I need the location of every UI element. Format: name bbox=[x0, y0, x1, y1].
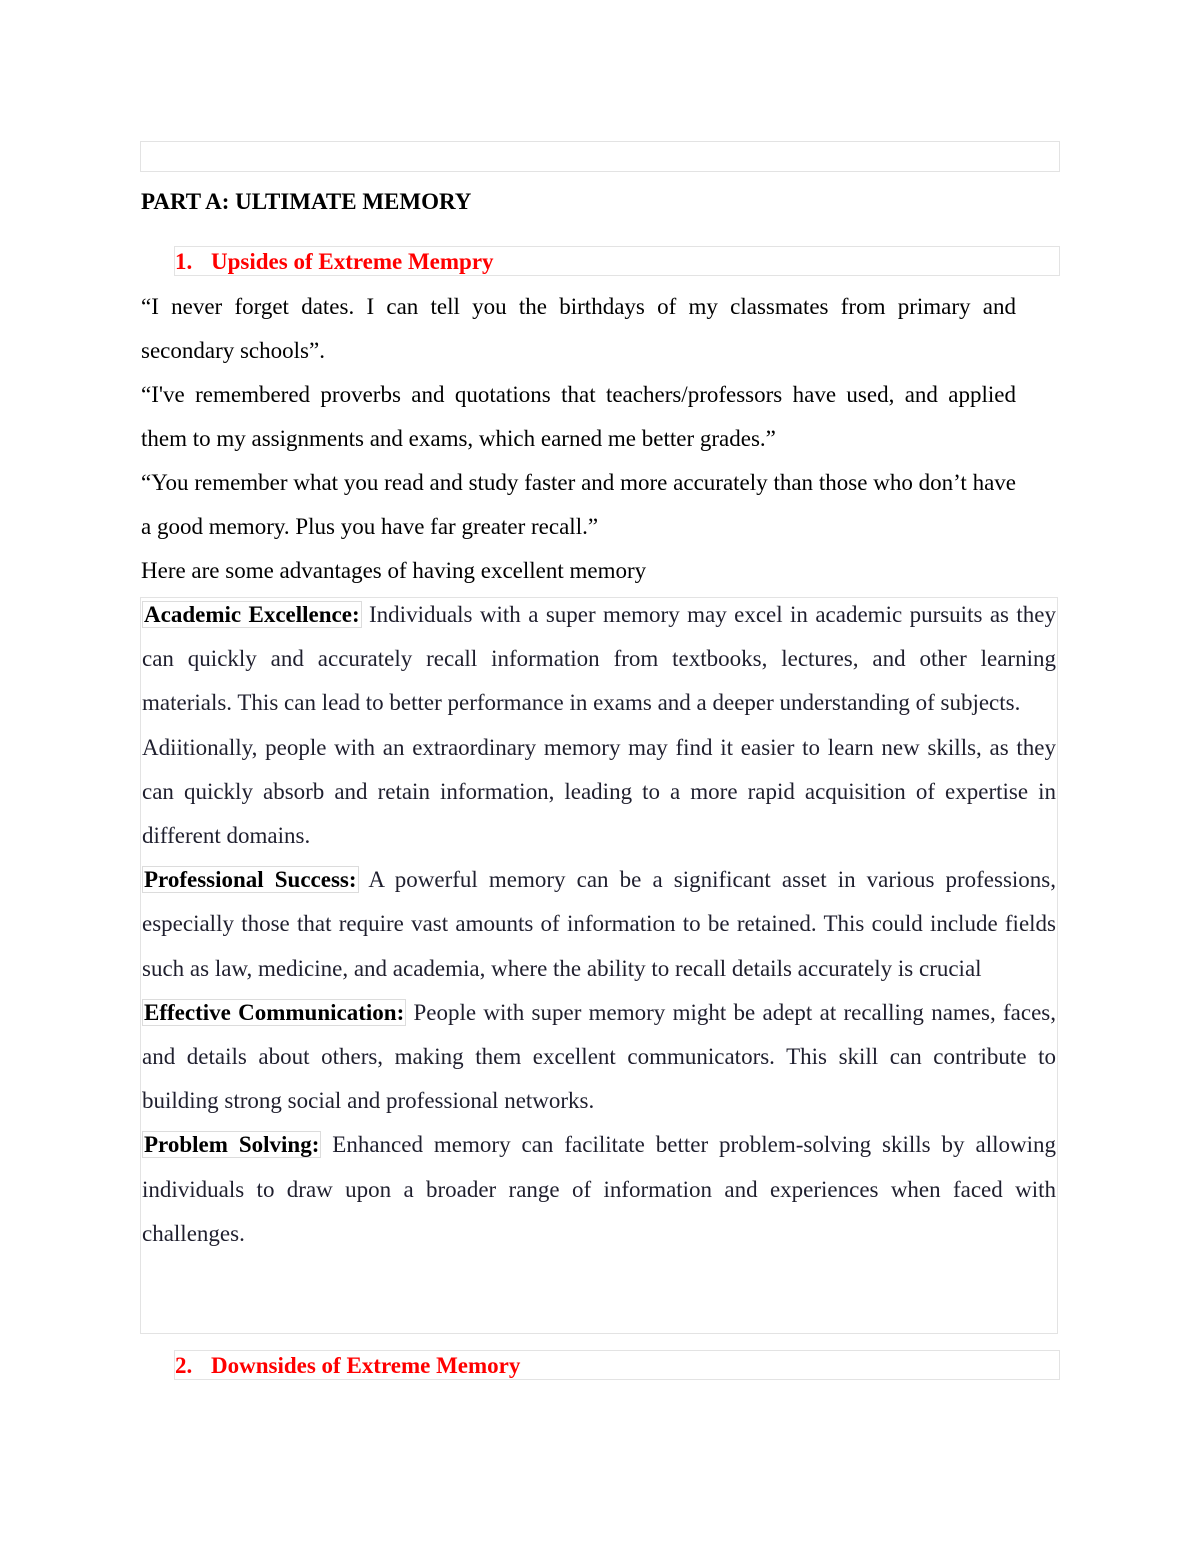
section-1-number: 1. bbox=[175, 249, 193, 274]
advantage-professional bbox=[142, 858, 1056, 991]
quote-2: “I've remembered proverbs and quotations that teachers/professors have used, and applied them to my assignments and exams, which earned me better grades.” bbox=[141, 382, 1016, 451]
section-1-heading bbox=[175, 247, 494, 277]
advantage-term: Professional Success: bbox=[144, 867, 357, 893]
part-title: PART A: ULTIMATE MEMORY bbox=[141, 189, 472, 214]
quotes-block bbox=[141, 285, 1016, 593]
advantage-text: Adiitionally, people with an extraordinary memory may find it easier to learn new skills, as they can quickly absorb and retain information, leading to a more rapid acquisition of expertise in different domains. bbox=[142, 734, 1056, 849]
advantage-text: Individuals with a super memory may excel in academic pursuits as they can quickly and accurately recall information from textbooks, lectures, and other learning materials. This can lead to better performance in exams and a deeper understanding of subjects. bbox=[142, 602, 1056, 716]
quote-3: “You remember what you read and study faster and more accurately than those who don’t have a good memory. Plus you have far greater recall.” bbox=[141, 470, 1016, 539]
advantage-additional bbox=[142, 726, 1056, 859]
advantage-term: Problem Solving: bbox=[144, 1132, 320, 1158]
quote-1: “I never forget dates. I can tell you the birthdays of my classmates from primary and secondary schools”. bbox=[141, 294, 1016, 363]
advantages-intro: Here are some advantages of having excellent memory bbox=[141, 558, 647, 583]
section-2-heading bbox=[175, 1351, 520, 1381]
advantage-communication bbox=[142, 991, 1056, 1124]
advantages-list bbox=[142, 593, 1056, 1256]
advantage-text: Enhanced memory can facilitate better problem-solving skills by allowing individuals to draw upon a broader range of information and experiences when faced with challenges. bbox=[142, 1132, 1056, 1246]
advantage-text: People with super memory might be adept at recalling names, faces, and details about others, making them excellent communicators. This skill can contribute to building strong social and professional networks. bbox=[142, 999, 1056, 1114]
advantage-academic bbox=[142, 593, 1056, 726]
advantage-term: Effective Communication: bbox=[144, 999, 405, 1025]
empty-text-box bbox=[140, 141, 1060, 172]
section-2-title: Downsides of Extreme Memory bbox=[211, 1353, 521, 1378]
advantage-term: Academic Excellence: bbox=[144, 602, 360, 627]
section-1-title: Upsides of Extreme Mempry bbox=[211, 249, 494, 274]
section-2-number: 2. bbox=[175, 1353, 193, 1378]
advantage-problem-solving bbox=[142, 1123, 1056, 1256]
advantage-text: A powerful memory can be a significant asset in various professions, especially those that require vast amounts of information to be retained. This could include fields such as law, medicine, and academia, where the ability to recall details accurately is crucial bbox=[142, 867, 1057, 981]
